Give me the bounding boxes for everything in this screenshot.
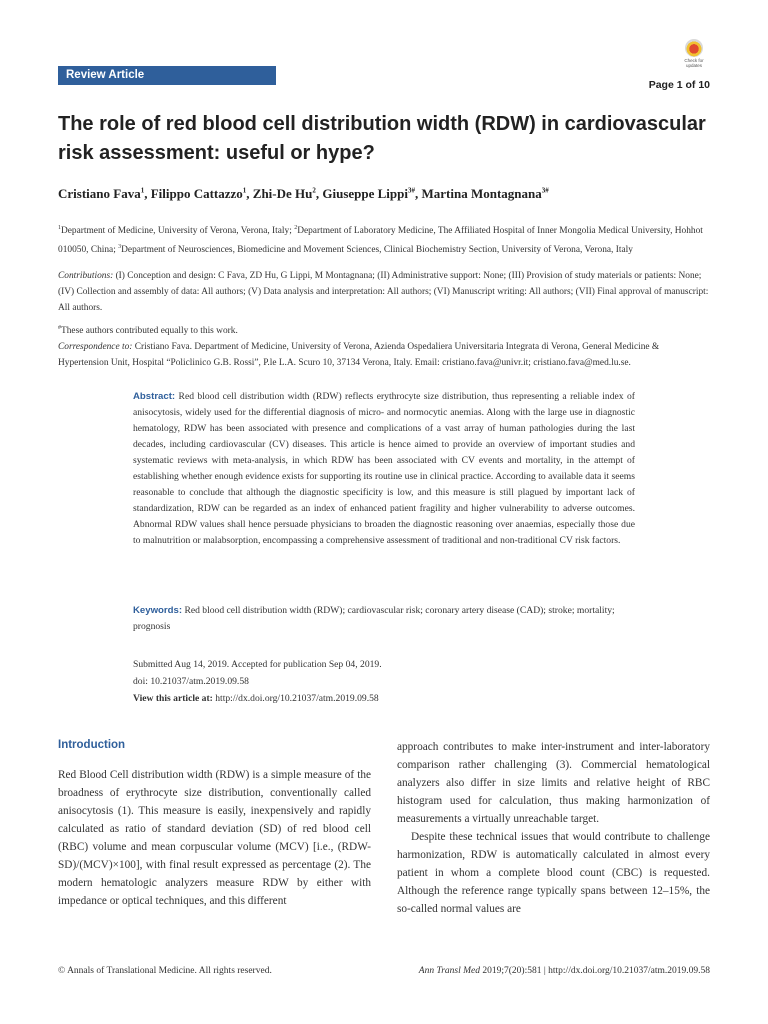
affiliation-text: Department of Medicine, University of Verona, Verona, Italy; [61, 226, 295, 237]
section-heading: Introduction [58, 739, 126, 751]
affiliation-sup: 2 [294, 225, 298, 231]
abstract-text: Red blood cell distribution width (RDW) reflects erythrocyte size distribution, thus representing a reliable index of anisocytosis, widely used for the differential diagnosis of micro- and normocytic anemias. Along with the large use in diagnostic hematology, RDW has been associated with presence and complications of a vast array of human pathologies during the last decades, including cardiovascular (CV) diseases. This article is hence aimed to provide an overview of important studies and systematic reviews with meta-analysis, in which RDW has been associated with CV events and mortality, in the attempt of establishing whether enough evidence exists for supporting its routine use in clinical practice. According to available data it seems reasonable to conclude that although the diagnostic specificity is low, and this measure is still plagued by important lack of standardization, RDW can be regarded as an index of enhanced patient fragility and higher vulnerability to adverse outcomes. Abnormal RDW values shall hence persuade physicians to broaden the diagnostic reasoning over anaemias, especially those due to malnutrition or malabsorption, encompassing a comprehensive assessment of traditional and non-traditional CV risk factors. [133, 391, 635, 546]
abstract-label: Abstract: [133, 391, 176, 402]
author-sup: 3# [541, 186, 549, 195]
equal-contribution-text: These authors contributed equally to this work. [61, 326, 238, 337]
article-title: The role of red blood cell distribution width (RDW) in cardiovascular risk assessment: useful or hype? [58, 113, 706, 164]
author-sup: 2 [312, 186, 316, 195]
author-sup: 1 [140, 186, 145, 195]
correspondence-text: Cristiano Fava. Department of Medicine, University of Verona, Azienda Ospedaliera Universitaria Integrata di Verona, General Medicine & Hypertension Unit, Hospital “Policlinico G.B. Rossi”, P.le L.A. Scuro 10, 37134 Verona, Italy. Email: cristiano.fava@univr.it; cristiano.fava@med.lu.se. [58, 342, 660, 368]
contributions-text: (I) Conception and design: C Fava, ZD Hu, G Lippi, M Montagnana; (II) Administrative support: None; (III) Provision of study materials or patients: None; (IV) Collection and assembly of data: All authors; (V) Data analysis and interpretation: All authors; (VI) Manuscript writing: All authors; (VII) Final approval of manuscript: All authors. [58, 271, 709, 313]
author-separator: , [415, 186, 422, 201]
equal-contribution-note [58, 320, 710, 339]
author-name: Cristiano Fava [58, 186, 141, 201]
affiliation-text: Department of Laboratory Medicine, The Affiliated Hospital of Inner Mongolia Medical University, Hohhot 010050, China; [58, 226, 703, 256]
affiliations [58, 220, 710, 258]
check-updates-caption: Check for updates [684, 58, 704, 68]
paragraph: Red Blood Cell distribution width (RDW) is a simple measure of the broadness of erythrocyte size distribution, conventionally called anisocytosis (1). This measure is easily, inexpensively and rapidly calculated as ratio of standard deviation (SD) of red blood cell (RBC) volume and mean corpuscular volume (MCV) [i.e., (RDW-SD)/(MCV)×100], with final result expressed as percentage (2). The modern hematologic analyzers measure RDW by either with impedance or optical techniques, and this different [58, 769, 371, 907]
footer-copyright: © Annals of Translational Medicine. All rights reserved. [58, 966, 272, 976]
body-column-right [397, 738, 710, 918]
check-updates-icon [685, 39, 703, 57]
affiliation-text: Department of Neurosciences, Biomedicine and Movement Sciences, Clinical Biochemistry Section, University of Verona, Verona, Italy [121, 245, 633, 256]
author-list [58, 186, 718, 202]
keywords [133, 603, 635, 635]
citation-text[interactable]: 2019;7(20):581 | http://dx.doi.org/10.21037/atm.2019.09.58 [480, 966, 710, 976]
submission-dates: Submitted Aug 14, 2019. Accepted for publication Sep 04, 2019. [133, 659, 382, 670]
equal-contribution-sup: # [58, 325, 61, 331]
submission-info [133, 656, 635, 707]
author-separator: , [144, 186, 151, 201]
affiliation-sup: 3 [118, 244, 122, 251]
abstract [133, 389, 635, 549]
contributions [58, 268, 710, 316]
author-separator: , [246, 186, 253, 201]
author-name: Filippo Cattazzo [150, 186, 243, 201]
article-type-tag: Review Article [58, 66, 276, 85]
view-article-link[interactable]: http://dx.doi.org/10.21037/atm.2019.09.58 [212, 693, 379, 704]
author-sup: 3# [408, 186, 415, 195]
correspondence [58, 339, 710, 371]
doi[interactable]: doi: 10.21037/atm.2019.09.58 [133, 676, 249, 687]
view-article-label: View this article at: [133, 693, 213, 704]
author-separator: , [315, 186, 323, 201]
contributions-label: Contributions: [58, 271, 114, 281]
footer-citation [419, 966, 710, 976]
author-name: Martina Montagnana [421, 186, 542, 201]
body-column-left [58, 766, 371, 910]
paragraph: approach contributes to make inter-instrument and inter-laboratory comparison rather challenging (3). Commercial hematological analyzers also differ in size limits and relative height of RBC histogram used for calculation, thus making harmonization of measurements a virtually unreachable target. [397, 741, 710, 825]
author-name: Zhi-De Hu [252, 186, 313, 201]
author-sup: 1 [242, 186, 247, 195]
author-name: Giuseppe Lippi [322, 186, 408, 201]
page-number: Page 1 of 10 [648, 79, 710, 91]
keywords-text: Red blood cell distribution width (RDW); cardiovascular risk; coronary artery disease (CAD); stroke; mortality; prognosis [133, 605, 615, 632]
keywords-label: Keywords: [133, 605, 183, 616]
paragraph: Despite these technical issues that would contribute to challenge harmonization, RDW is automatically calculated in almost every patient in whom a complete blood count (CBC) is requested. Although the reference range typically spans between 12–15%, the so-called normal values are [397, 831, 710, 915]
check-for-updates-button[interactable] [679, 39, 709, 69]
affiliation-sup: 1 [58, 225, 61, 231]
journal-name: Ann Transl Med [418, 966, 480, 976]
correspondence-label: Correspondence to: [58, 342, 133, 352]
